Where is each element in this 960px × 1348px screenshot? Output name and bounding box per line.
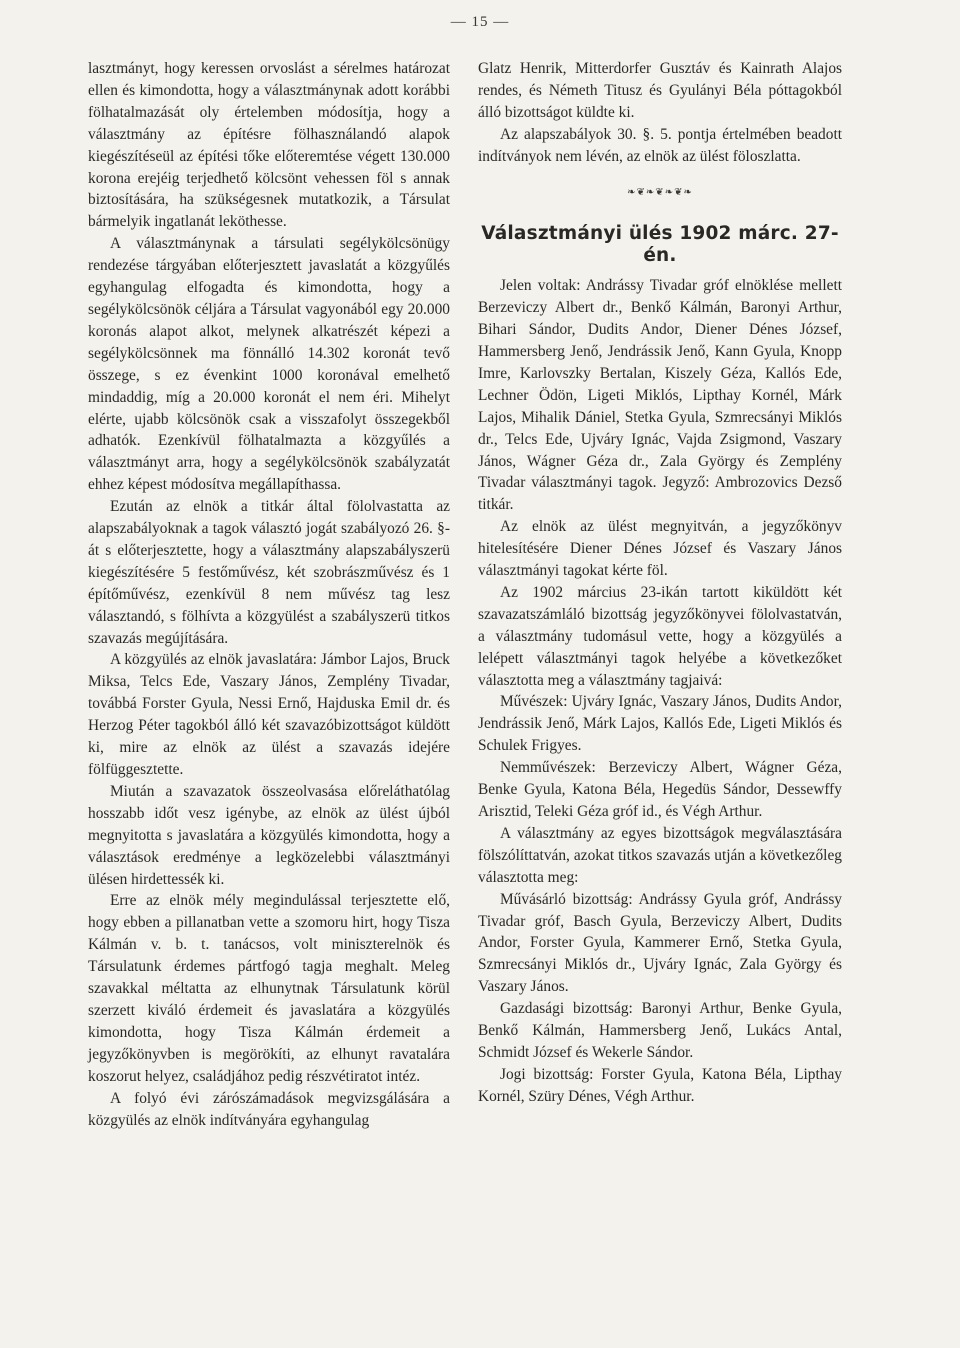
paragraph: Nemművészek: Berzeviczy Albert, Wágner Géza, Benke Gyula, Katona Béla, Hegedüs Sándor, Dessewffy Arisztid, Teleki Géza gróf id., és Végh Arthur.	[478, 759, 842, 820]
paragraph: Az alapszabályok 30. §. 5. pontja értelmében beadott indítványok nem lévén, az elnök az ülést föloszlatta.	[478, 125, 842, 165]
paragraph: Gazdasági bizottság: Baronyi Arthur, Benke Gyula, Benkő Kálmán, Hammersberg Jenő, Lukács Antal, Schmidt József és Wekerle Sándor.	[478, 1000, 842, 1061]
paragraph: Erre az elnök mély megindulással terjesztette elő, hogy ebben a pillanatban vette a szomoru hirt, hogy Tisza Kálmán v. b. t. tanácsos, volt miniszterelnök és Társulatunk érdemes pártfogó tagja meghalt. Meleg szavakkal méltatta az elhunytnak Társulatunk körül szerzett kiváló érdemeit és javaslatára a közgyülés kimondotta, hogy Tisza Kálmán érdemeit a jegyzőkönyvben is megörökíti, az elhunyt ravatalára koszorut helyez, családjához pedig részvétiratot intéz.	[88, 892, 450, 1085]
paragraph: A közgyülés az elnök javaslatára: Jámbor Lajos, Bruck Miksa, Telcs Ede, Vaszary János, Zemplény Tivadar, továbbá Forster Gyula, Nessi Ernő, Hajduska Emil dr. és Herzog Péter tagokból álló két szavazóbizottságot küldött ki, mire az elnök az ülést a szavazás idejére fölfüggesztette.	[88, 651, 450, 778]
paragraph: A folyó évi zárószámadások megvizsgálására a közgyülés az elnök indítványára egyhangulag	[88, 1089, 450, 1129]
right-column	[478, 58, 842, 1108]
paragraph: Művásárló bizottság: Andrássy Gyula gróf, Andrássy Tivadar gróf, Basch Gyula, Berzeviczy Albert, Dudits Andor, Forster Gyula, Kammerer Ernő, Stetka Gyula, Szmrecsányi Miklós dr., Ujváry Ignác, Zala György és Vaszary János.	[478, 890, 842, 996]
page-number: — 15 —	[450, 14, 510, 30]
ornament-divider: ❧❦❧❦❧❦❧	[627, 186, 693, 198]
left-column	[88, 58, 450, 1131]
paragraph: Az elnök az ülést megnyitván, a jegyzőkönyv hitelesítésére Diener Dénes József és Vaszary János választmányi tagokat kérte föl.	[478, 518, 842, 580]
paragraph: Az 1902 március 23-ikán tartott kiküldött két szavazatszámláló bizottság jegyzőkönyvei fölolvastatván, a választmány tudomásul vette, hogy a közgyülés a lelépett választmányi tagok helyébe a következőket választotta meg a választmány tagjaivá:	[478, 583, 842, 689]
paragraph: lasztmányt, hogy keressen orvoslást a sérelmes határozat ellen és kimondotta, hogy a választmánynak adott korábbi fölhatalmazását oly értelemben módosítja, hogy a választmány az építésre fölhasználandó alapok kiegészítéseül az építési tőke előteremtése végett 130.000 korona erejéig terjedhető kölcsönt vehessen föl s annak biztosítására, ha szükségesnek mutatkozik, a Társulat bármelyik ingatlanát leköthesse.	[88, 60, 450, 231]
section-heading: Választmányi ülés 1902 márc. 27-én.	[481, 223, 839, 267]
paragraph: Miután a szavazatok összeolvasása előreláthatólag hosszabb időt vesz igénybe, az elnök az ülést újból megnyitotta s javaslatára a közgyülés kimondotta, hogy a választások eredménye a legközelebbi választmányi ülésen hirdettessék ki.	[88, 782, 450, 888]
paragraph: A választmány az egyes bizottságok megválasztására fölszólíttatván, azokat titkos szavazás utján a következőleg választotta meg:	[478, 824, 842, 886]
paragraph: Jogi bizottság: Forster Gyula, Katona Béla, Lipthay Kornél, Szüry Dénes, Végh Arthur.	[478, 1065, 842, 1105]
paragraph: Ezután az elnök a titkár által fölolvastatta az alapszabályoknak a tagok választó jogát szabályozó 26. §-át s előterjesztette, hogy a választmány alapszabályszerü kiegészítésére 5 festőművész, két szobrászművész és 1 építőművész, ezenkívül 8 nem művész tag lesz választandó, s fölhívta a közgyülést a szabályszerü titkos szavazás megújítására.	[88, 498, 450, 647]
paragraph: Művészek: Ujváry Ignác, Vaszary János, Dudits Andor, Jendrássik Jenő, Márk Lajos, Kallós Ede, Ligeti Miklós és Schulek Frigyes.	[478, 693, 842, 755]
paragraph: A választmánynak a társulati segélykölcsönügy rendezése tárgyában előterjesztett javaslatát a közgyűlés egyhangulag elfogadta és kimondotta, hogy a segélykölcsönök céljára a Társulat vagyonából egy 20.000 koronás alapot alkot, melynek alkatrészét képezi a segélykölcsönnek ma fönnálló 14.302 koronát tevő összege, s ez évenkint 1000 koronával emelhető mindaddig, míg a 20.000 koronát el nem éri. Mihelyt elérte, ujabb kölcsönök csak a visszafolyt összegekből adhatók. Ezenkívül fölhatalmazta a közgyűlés a választmányt arra, hogy a segélykölcsönök szabályzatát ehhez képest módosítva megállapíthassa.	[88, 235, 450, 494]
paragraph: Jelen voltak: Andrássy Tivadar gróf elnöklése mellett Berzeviczy Albert dr., Benkő Kálmán, Baronyi Arthur, Bihari Sándor, Dudits Andor, Diener Dénes József, Hammersberg Jenő, Jendrássik Jenő, Kann Gyula, Knopp Imre, Karlovszky Bertalan, Kiszely Géza, Kallós Ede, Lechner Ödön, Ligeti Miklós, Lipthay Kornél, Márk Lajos, Mihalik Dániel, Stetka Gyula, Szmrecsányi Miklós dr., Telcs Ede, Ujváry Ignác, Vajda Zsigmond, Vaszary János, Wágner Géza dr., Zala György és Zemplény Tivadar választmányi tagok. Jegyző: Ambrozovics Dezső titkár.	[478, 277, 842, 514]
paragraph: Glatz Henrik, Mitterdorfer Gusztáv és Kainrath Alajos rendes, és Németh Titusz és Gyulányi Béla póttagokból álló bizottságot küldte ki.	[478, 60, 842, 121]
